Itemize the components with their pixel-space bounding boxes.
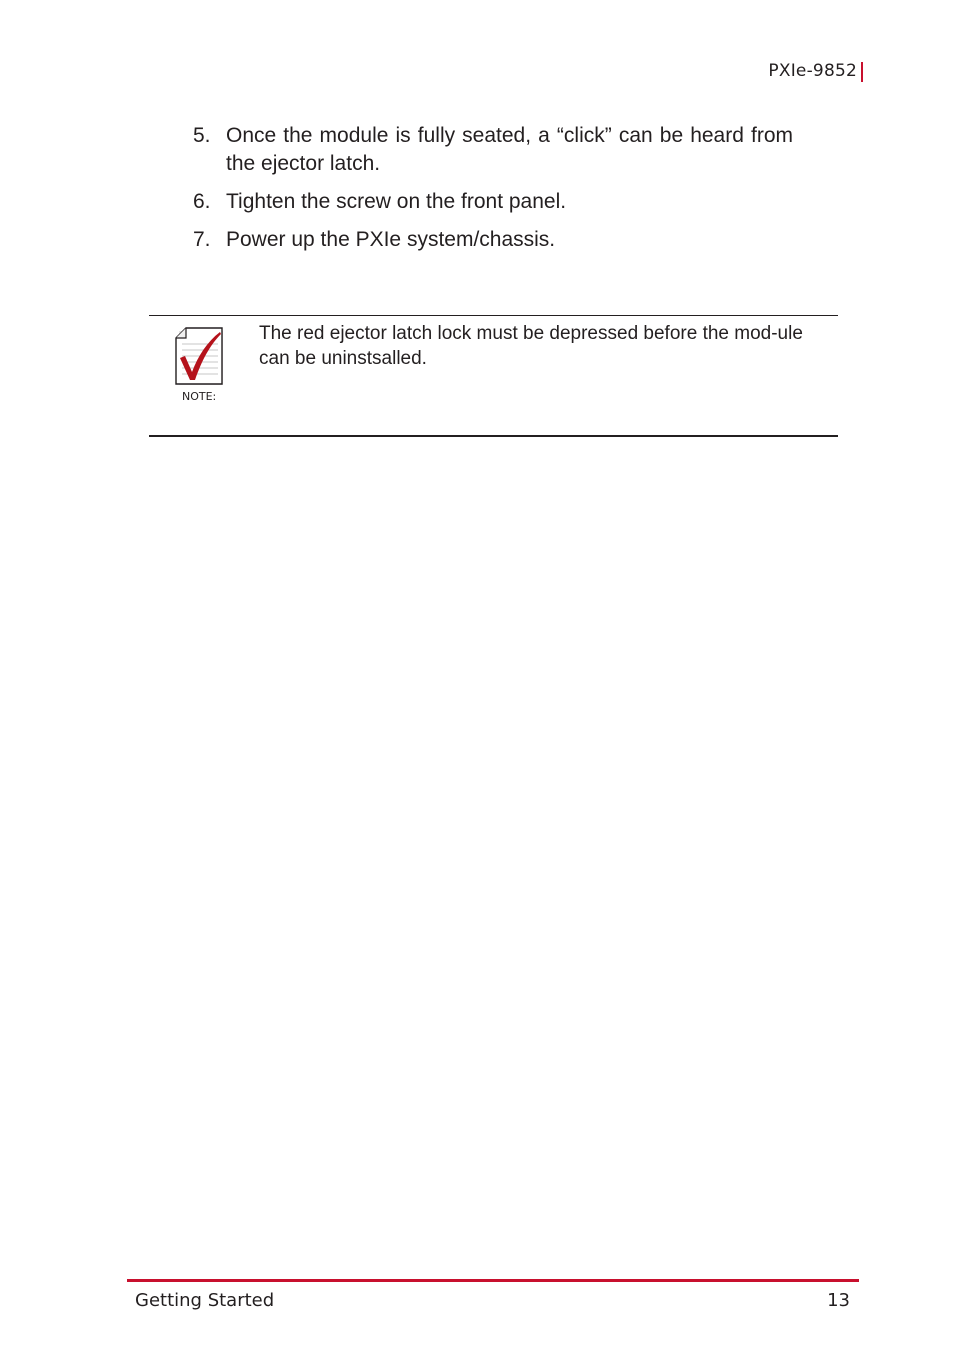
step-item (193, 188, 793, 216)
footer-page-number: 13 (827, 1290, 850, 1311)
step-item (193, 122, 793, 178)
note-top-divider (149, 315, 838, 316)
header-product-name: PXIe-9852 (768, 61, 857, 81)
step-text: Once the module is fully seated, a “click” can be heard from the ejector latch. (226, 124, 793, 175)
footer-section-title: Getting Started (135, 1290, 275, 1311)
note-label: NOTE: (182, 390, 217, 403)
step-text: Tighten the screw on the front panel. (226, 190, 567, 213)
step-item (193, 226, 793, 254)
note-text: The red ejector latch lock must be depressed before the mod-ule can be uninstsalled. (259, 323, 803, 369)
step-text: Power up the PXIe system/chassis. (226, 228, 556, 251)
note-bottom-divider (149, 435, 838, 437)
note-checkmark-icon (174, 326, 226, 388)
step-number: 7. (193, 228, 211, 251)
footer-accent-rule (127, 1279, 859, 1282)
procedure-steps (193, 122, 793, 264)
header-accent-bar (861, 62, 863, 82)
step-number: 6. (193, 190, 211, 213)
step-number: 5. (193, 124, 211, 147)
